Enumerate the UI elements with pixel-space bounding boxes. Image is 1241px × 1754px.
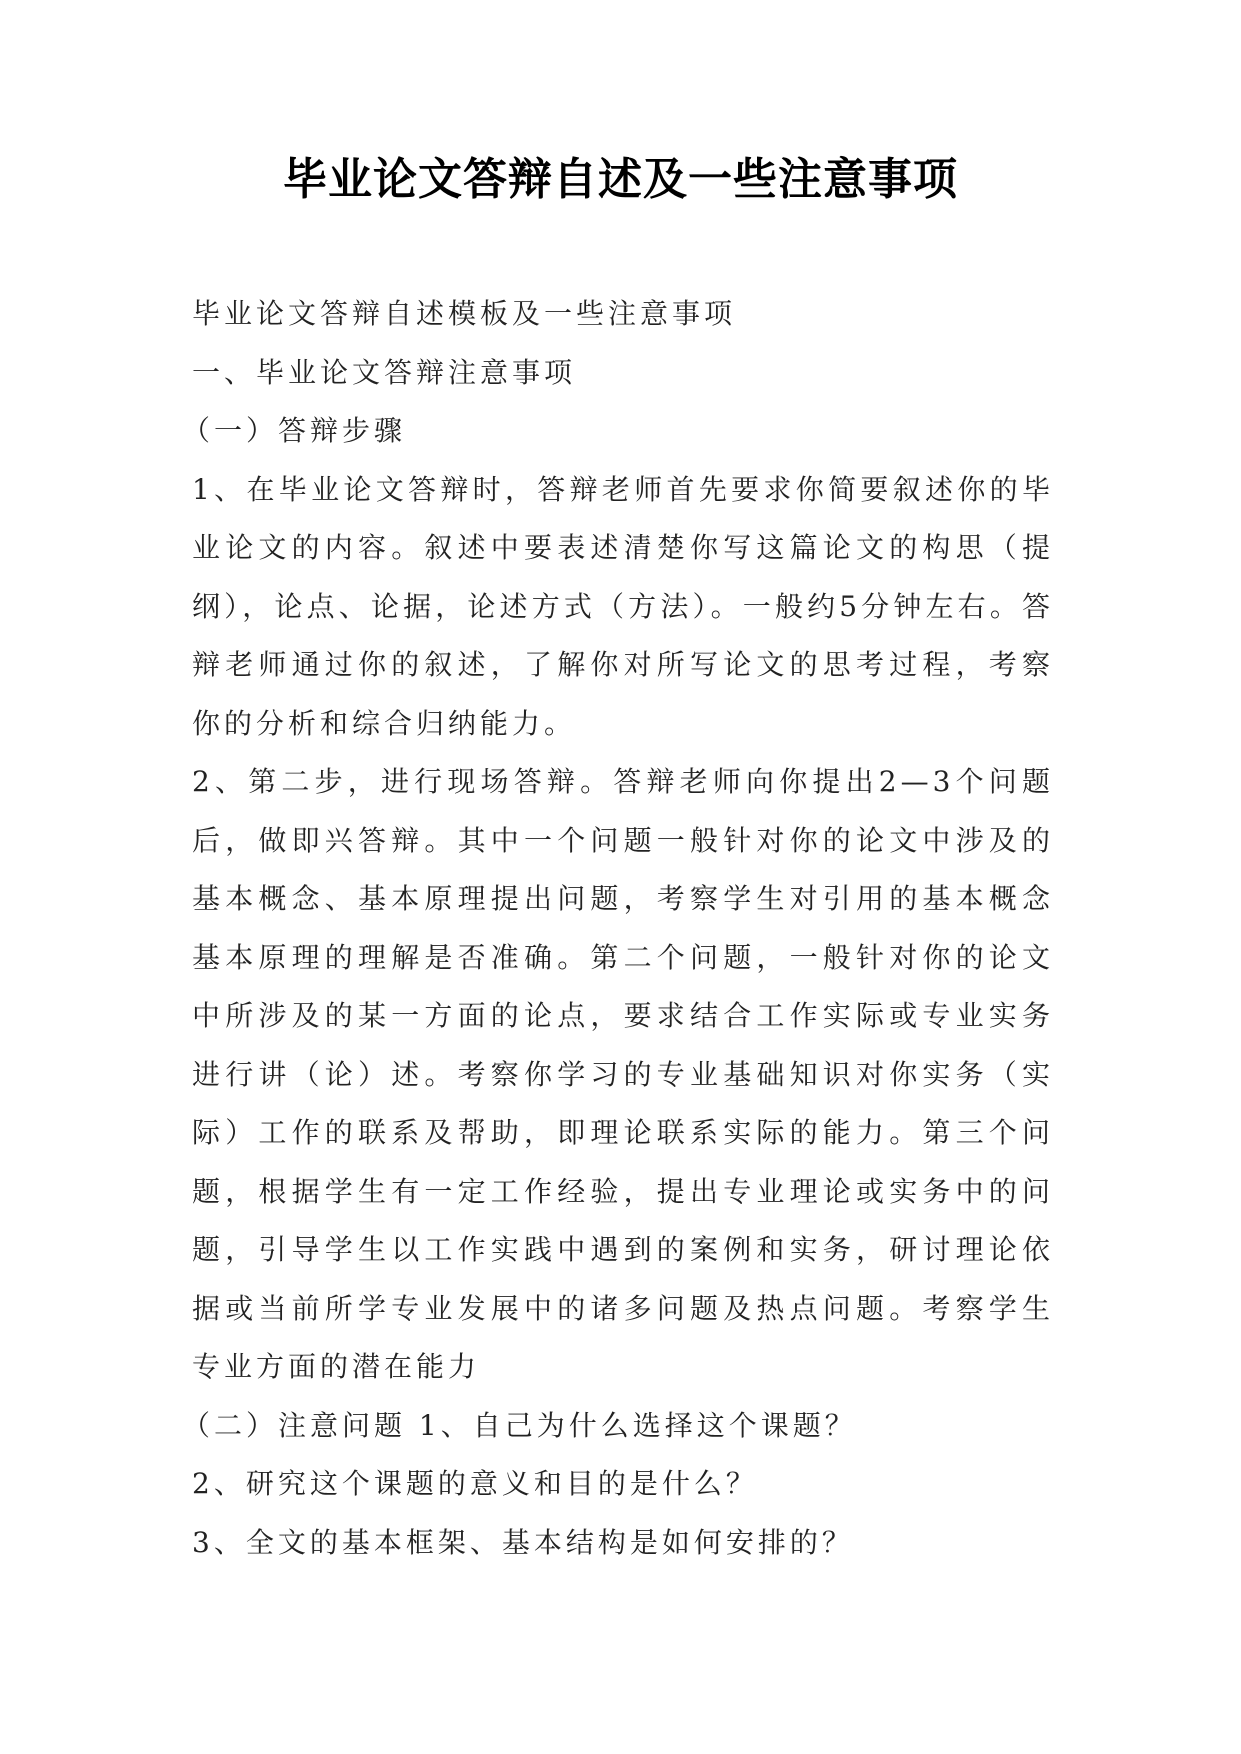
subsection-heading-notes: （二）注意问题 1、自己为什么选择这个课题？ (182, 1408, 857, 1442)
paragraph-step-1: 1、在毕业论文答辩时，答辩老师首先要求你简要叙述你的毕业论文的内容。叙述中要表述清楚你写这篇论文的构思（提纲），论点、论据，论述方式（方法）。一般约5分钟左右。答辩老师通过你的叙述，了解你对所写论文的思考过程，考察你的分析和综合归纳能力。 (192, 472, 1054, 740)
note-item-2: 2、研究这个课题的意义和目的是什么？ (192, 1467, 758, 1500)
paragraph-step-2: 2、第二步，进行现场答辩。答辩老师向你提出2—3个问题后，做即兴答辩。其中一个问题一般针对你的论文中涉及的基本概念、基本原理提出问题，考察学生对引用的基本概念基本原理的理解是否准确。第二个问题，一般针对你的论文中所涉及的某一方面的论点，要求结合工作实际或专业实务进行讲（论）述。考察你学习的专业基础知识对你实务（实际）工作的联系及帮助，即理论联系实际的能力。第三个问题，根据学生有一定工作经验，提出专业理论或实务中的问题，引导学生以工作实践中遇到的案例和实务，研讨理论依据或当前所学专业发展中的诸多问题及热点问题。考察学生专业方面的潜在能力 (192, 765, 1054, 1383)
document-title: 毕业论文答辩自述及一些注意事项 (283, 154, 958, 205)
section-heading: 一、毕业论文答辩注意事项 (192, 355, 577, 389)
document-body (182, 285, 1054, 1572)
subtitle-line: 毕业论文答辩自述模板及一些注意事项 (192, 297, 737, 330)
subsection-heading-steps: （一）答辩步骤 (182, 414, 407, 447)
note-item-3: 3、全文的基本框架、基本结构是如何安排的？ (192, 1525, 854, 1559)
